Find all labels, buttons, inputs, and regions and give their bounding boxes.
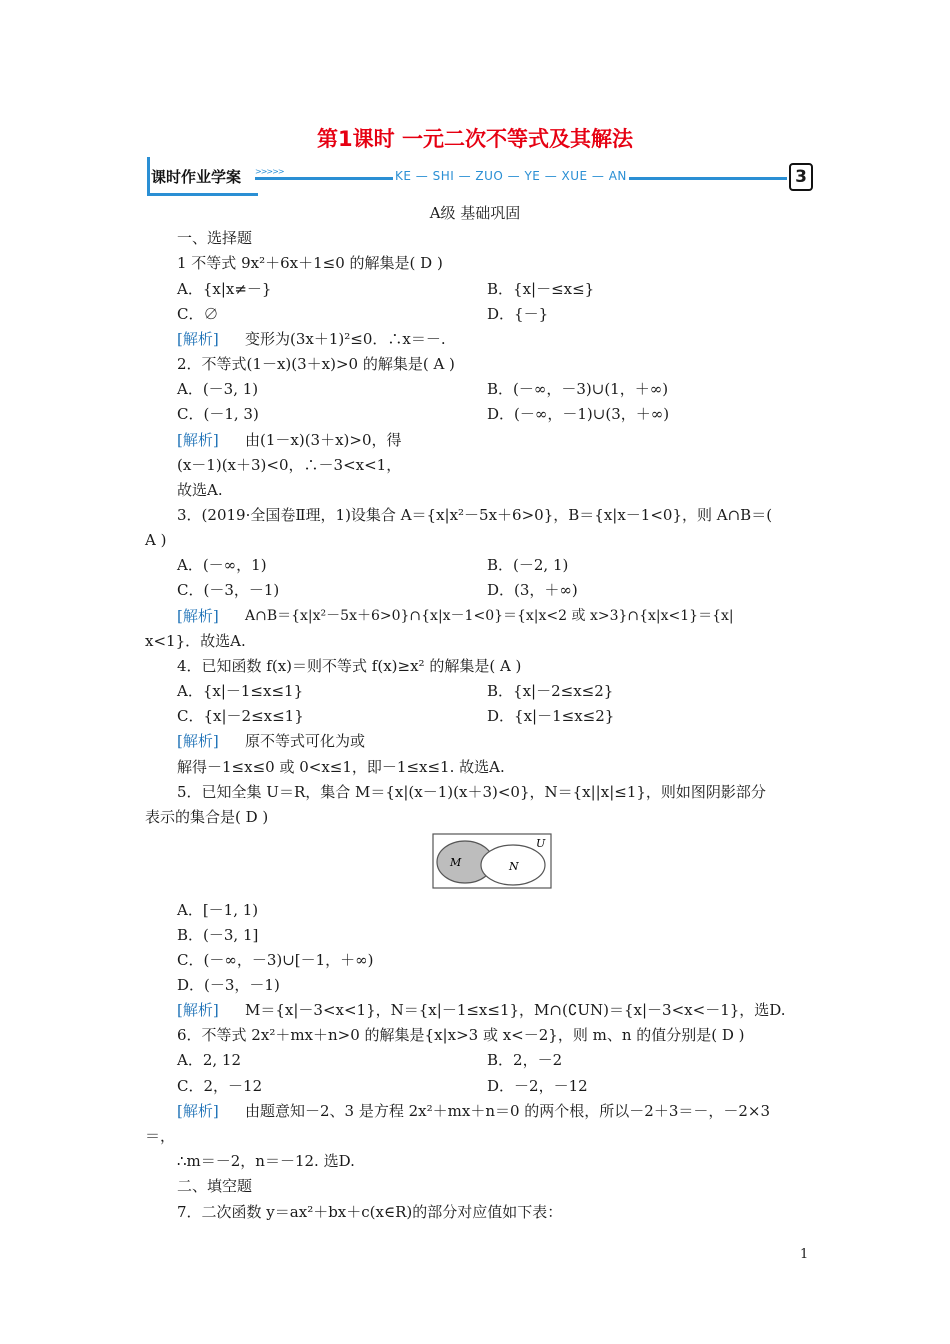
question-stem: 5．已知全集 U＝R，集合 M＝{x|(x－1)(x＋3)<0}，N＝{x||x|≤1}，则如图阴影部分 — [177, 783, 766, 801]
question-stem: 1 不等式 9x²＋6x＋1≤0 的解集是( D ) — [177, 254, 443, 272]
question-stem: 7．二次函数 y＝ax²＋bx＋c(x∈R)的部分对应值如下表： — [177, 1203, 563, 1221]
venn-diagram — [432, 833, 552, 889]
question-stem: 表示的集合是( D ) — [145, 808, 269, 826]
option-d: D．{x|－1≤x≤2} — [487, 707, 615, 725]
banner-chevrons: >>>>> — [255, 167, 284, 176]
solution-text: 变形为(3x＋1)²≤0．∴x＝－. — [245, 330, 446, 348]
solution-tag: [解析] — [177, 1001, 219, 1019]
solution-text: 解得－1≤x≤0 或 0<x≤1，即－1≤x≤1. 故选A. — [177, 758, 505, 776]
solution-text: ∴m＝－2，n＝－12. 选D. — [177, 1152, 355, 1170]
option-a: A．{x|x≠－} — [177, 280, 272, 298]
option-a: A．(－3, 1) — [177, 380, 259, 398]
solution-text: 由题意知－2、3 是方程 2x²＋mx＋n＝0 的两个根，所以－2＋3＝－，－2×3 — [245, 1102, 771, 1120]
banner-pinyin: KE — SHI — ZUO — YE — XUE — AN — [395, 169, 627, 183]
solution-text: M＝{x|－3<x<1}，N＝{x|－1≤x≤1}，M∩(∁UN)＝{x|－3<x<－1}，选D. — [245, 1001, 786, 1019]
solution-text: x<1}．故选A. — [145, 632, 246, 650]
option-c: C．(－∞，－3)∪[－1，＋∞) — [177, 951, 374, 969]
section-heading: 一、选择题 — [177, 229, 253, 247]
option-b: B．2，－2 — [487, 1051, 563, 1069]
banner-label: 课时作业学案 — [151, 168, 242, 186]
banner-number: 3 — [789, 163, 813, 191]
solution-text: ＝， — [145, 1127, 176, 1145]
option-d: D．{－} — [487, 305, 549, 323]
question-stem: 6．不等式 2x²＋mx＋n>0 的解集是{x|x>3 或 x<－2}，则 m、n 的值分别是( D ) — [177, 1026, 745, 1044]
solution-tag: [解析] — [177, 330, 219, 348]
solution-tag: [解析] — [177, 1102, 219, 1120]
option-d: D．－2，－12 — [487, 1077, 588, 1095]
page-title: 第1课时 一元二次不等式及其解法 — [317, 127, 633, 151]
level-heading: A级 基础巩固 — [429, 204, 521, 222]
section-banner — [147, 157, 815, 195]
option-d: D．(3，＋∞) — [487, 581, 578, 599]
option-a: A．(－∞，1) — [177, 556, 267, 574]
option-b: B．{x|－≤x≤} — [487, 280, 595, 298]
option-c: C．(－3，－1) — [177, 581, 280, 599]
option-c: C．2，－12 — [177, 1077, 263, 1095]
option-c: C．(－1, 3) — [177, 405, 259, 423]
option-b: B．(－3, 1] — [177, 926, 259, 944]
solution-tag: [解析] — [177, 732, 219, 750]
label-u: U — [536, 837, 546, 850]
solution-text: A∩B＝{x|x²－5x＋6>0}∩{x|x－1<0}＝{x|x<2 或 x>3}∩{x|x<1}＝{x| — [245, 608, 734, 624]
option-a: A．2, 12 — [177, 1051, 241, 1069]
question-stem: 3．(2019·全国卷Ⅱ理，1)设集合 A＝{x|x²－5x＋6>0}，B＝{x|x－1<0}，则 A∩B＝( — [177, 506, 773, 524]
solution-tag: [解析] — [177, 431, 219, 449]
option-a: A．[－1, 1) — [177, 901, 259, 919]
option-c: C．∅ — [177, 305, 219, 323]
label-m: M — [450, 856, 462, 869]
section-heading: 二、填空题 — [177, 1177, 253, 1195]
option-d: D．(－3，－1) — [177, 976, 280, 994]
solution-text: 原不等式可化为或 — [245, 732, 366, 750]
option-d: D．(－∞，－1)∪(3，＋∞) — [487, 405, 670, 423]
option-b: B．(－2, 1) — [487, 556, 569, 574]
question-stem: A ) — [145, 531, 167, 549]
option-c: C．{x|－2≤x≤1} — [177, 707, 304, 725]
option-b: B．(－∞，－3)∪(1，＋∞) — [487, 380, 669, 398]
solution-tag: [解析] — [177, 607, 219, 625]
page-number: 1 — [800, 1247, 809, 1262]
label-n: N — [509, 860, 519, 873]
solution-text: (x－1)(x＋3)<0，∴－3<x<1， — [177, 456, 402, 474]
question-stem: 4．已知函数 f(x)＝则不等式 f(x)≥x² 的解集是( A ) — [177, 657, 522, 675]
solution-text: 由(1－x)(3＋x)>0，得 — [245, 431, 402, 449]
question-stem: 2．不等式(1－x)(3＋x)>0 的解集是( A ) — [177, 355, 455, 373]
option-b: B．{x|－2≤x≤2} — [487, 682, 614, 700]
option-a: A．{x|－1≤x≤1} — [177, 682, 304, 700]
solution-text: 故选A. — [177, 481, 223, 499]
